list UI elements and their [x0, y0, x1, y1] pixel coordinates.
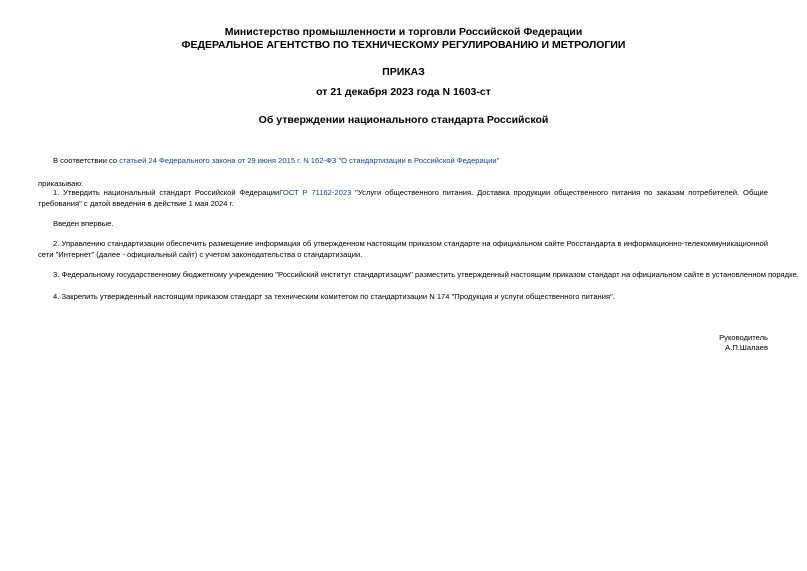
item-4-paragraph: 4. Закрепить утвержденный настоящим приказом стандарт за техническим комитетом по стандартизации N 174 "Продукция и услуги общественного питания". [53, 292, 615, 301]
signature-name: А.П.Шалаев [725, 343, 768, 352]
federal-law-link[interactable]: статьей 24 Федерального закона от 29 июня 2015 г. N 162-ФЗ "О стандартизации в Российской Федерации" [119, 156, 500, 165]
item-3-paragraph: 3. Федеральному государственному бюджетному учреждению "Российский институт стандартизации" разместить утвержденный настоящим приказом стандарт на официальном сайте в установленном порядке. [53, 270, 799, 279]
item-1-suffix: "Услуги общественного питания. Доставка продукции общественного питания по заказам потребителей. Общие требования" с датой введения в действие 1 мая 2024 г. [38, 188, 769, 208]
item-2-paragraph: 2. Управлению стандартизации обеспечить размещение информации об утвержденном настоящим приказом стандарте на официальном сайте Росстандарта в информационно-телекоммуникационной сети "Интернет" (далее - официальный сайт) с учетом законодательства о стандартизации. [38, 239, 768, 259]
introduced-note: Введен впервые. [53, 219, 114, 228]
order-word: приказываю: [38, 179, 84, 188]
ministry-title: Министерство промышленности и торговли Российской Федерации [224, 26, 583, 38]
gost-link[interactable]: ГОСТ Р 71162-2023 [279, 188, 352, 197]
agency-title: ФЕДЕРАЛЬНОЕ АГЕНТСТВО ПО ТЕХНИЧЕСКОМУ РЕГУЛИРОВАНИЮ И МЕТРОЛОГИИ [181, 39, 626, 51]
document-date-number: от 21 декабря 2023 года N 1603-ст [316, 86, 491, 98]
preamble-prefix: В соответствии со [53, 156, 120, 165]
preamble-paragraph [38, 155, 768, 166]
document-subject: Об утверждении национального стандарта Российской [258, 114, 549, 126]
signature-position: Руководитель [719, 333, 768, 342]
item-1-paragraph [38, 187, 768, 209]
document-type: ПРИКАЗ [382, 66, 425, 78]
item-1-prefix: 1. Утвердить национальный стандарт Российской Федерации [53, 188, 280, 197]
